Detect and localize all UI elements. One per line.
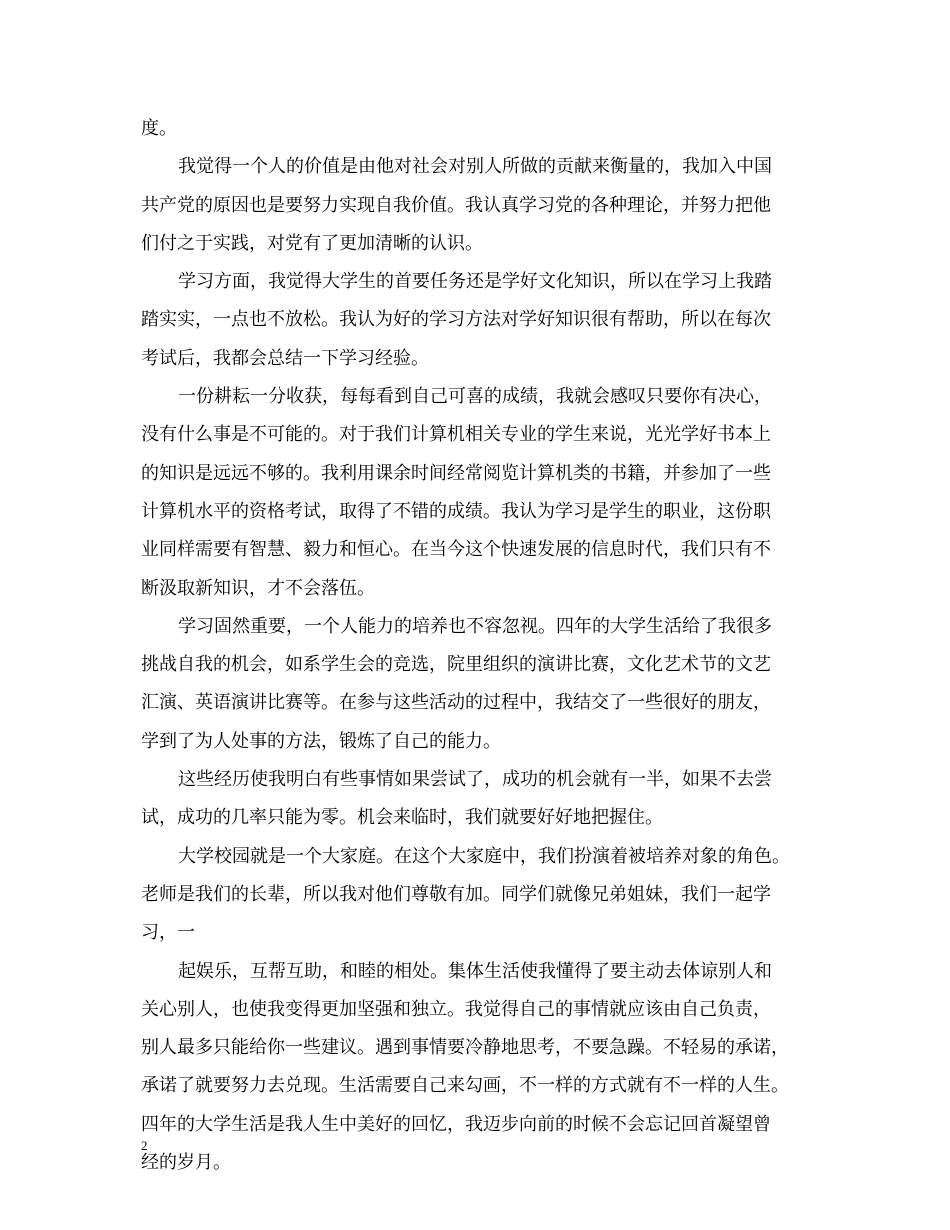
text-line: 考试后，我都会总结一下学习经验。	[141, 347, 429, 369]
text-line: 这些经历使我明白有些事情如果尝试了，成功的机会就有一半，如果不去尝	[178, 769, 772, 791]
text-line: 承诺了就要努力去兑现。生活需要自己来勾画，不一样的方式就有不一样的人生。	[141, 1075, 789, 1097]
text-line: 起娱乐，互帮互助，和睦的相处。集体生活使我懂得了要主动去体谅别人和	[178, 960, 772, 982]
text-line: 别人最多只能给你一些建议。遇到事情要冷静地思考，不要急躁。不轻易的承诺，	[141, 1037, 789, 1059]
text-line: 断汲取新知识，才不会落伍。	[141, 577, 375, 599]
text-line: 一份耕耘一分收获，每每看到自己可喜的成绩，我就会感叹只要你有决心，	[178, 386, 772, 408]
text-line: 没有什么事是不可能的。对于我们计算机相关专业的学生来说，光光学好书本上	[141, 424, 771, 446]
text-line: 共产党的原因也是要努力实现自我价值。我认真学习党的各种理论，并努力把他	[141, 194, 771, 216]
text-line: 踏实实，一点也不放松。我认为好的学习方法对学好知识很有帮助，所以在每次	[141, 309, 771, 331]
text-line: 汇演、英语演讲比赛等。在参与这些活动的过程中，我结交了一些很好的朋友，	[141, 692, 771, 714]
text-line: 的知识是远远不够的。我利用课余时间经常阅览计算机类的书籍，并参加了一些	[141, 462, 771, 484]
text-line: 我觉得一个人的价值是由他对社会对别人所做的贡献来衡量的，我加入中国	[178, 156, 772, 178]
text-line: 计算机水平的资格考试，取得了不错的成绩。我认为学习是学生的职业，这份职	[141, 500, 771, 522]
text-line: 经的岁月。	[141, 1152, 231, 1174]
text-line: 关心别人，也使我变得更加坚强和独立。我觉得自己的事情就应该由自己负责，	[141, 998, 771, 1020]
text-line: 度。	[141, 118, 177, 139]
text-line: 大学校园就是一个大家庭。在这个大家庭中，我们扮演着被培养对象的角色。	[178, 845, 790, 867]
text-line: 们付之于实践，对党有了更加清晰的认识。	[141, 232, 483, 254]
text-line: 学习方面，我觉得大学生的首要任务还是学好文化知识，所以在学习上我踏	[178, 271, 772, 293]
text-line: 挑战自我的机会，如系学生会的竞选，院里组织的演讲比赛，文化艺术节的文艺	[141, 654, 771, 676]
text-line: 业同样需要有智慧、毅力和恒心。在当今这个快速发展的信息时代，我们只有不	[141, 539, 771, 561]
text-line: 学到了为人处事的方法，锻炼了自己的能力。	[141, 730, 501, 752]
text-line: 四年的大学生活是我人生中美好的回忆，我迈步向前的时候不会忘记回首凝望曾	[141, 1113, 771, 1135]
text-line: 试，成功的几率只能为零。机会来临时，我们就要好好地把握住。	[141, 807, 663, 829]
text-line: 习，一	[141, 922, 195, 944]
text-line: 学习固然重要，一个人能力的培养也不容忽视。四年的大学生活给了我很多	[178, 615, 772, 637]
body-text	[141, 114, 821, 1186]
page-number: 2	[141, 1138, 148, 1153]
text-line: 老师是我们的长辈，所以我对他们尊敬有加。同学们就像兄弟姐妹，我们一起学	[141, 883, 771, 905]
